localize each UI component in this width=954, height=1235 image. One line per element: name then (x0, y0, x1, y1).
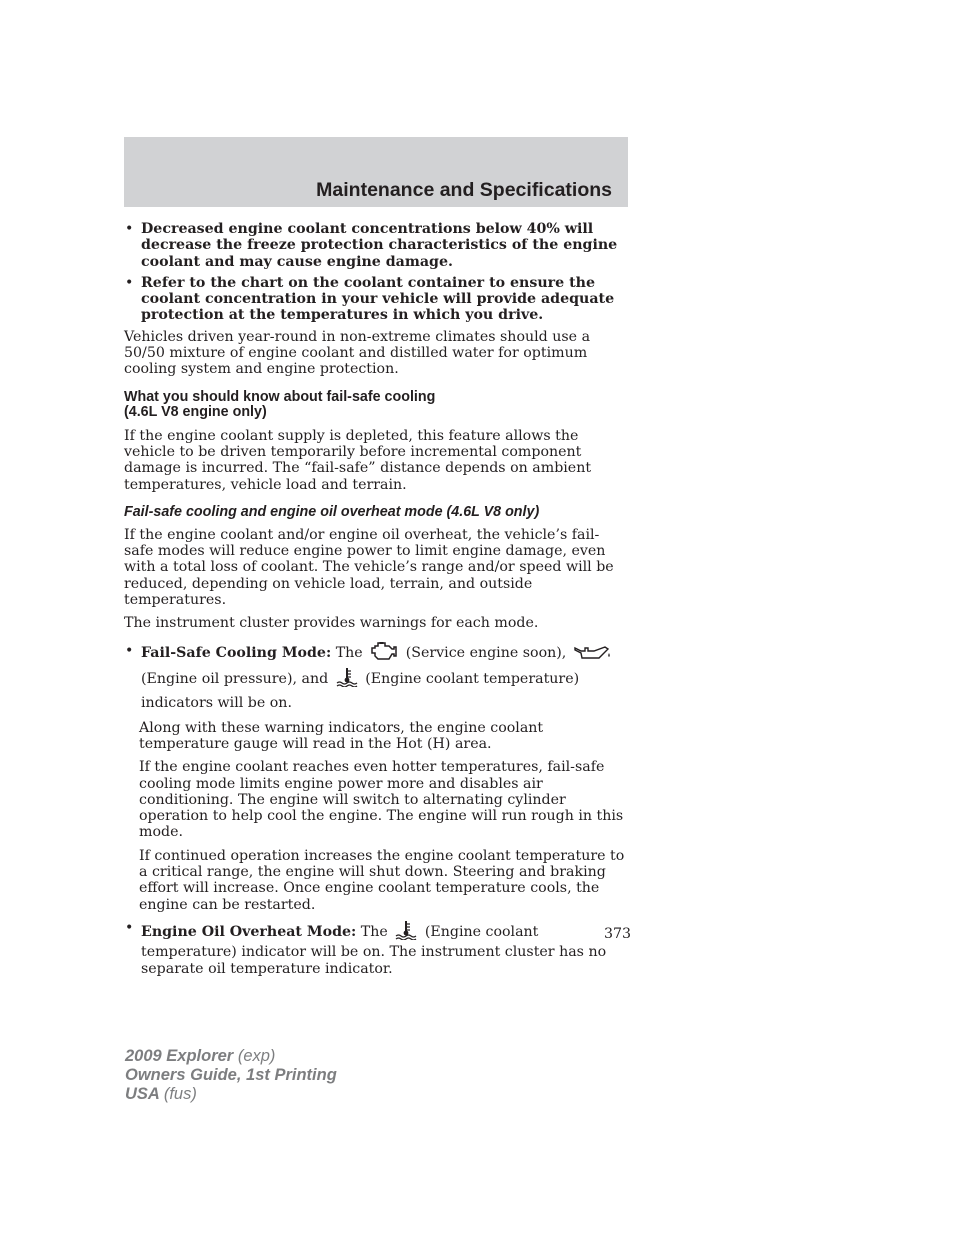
oil-pressure-icon (574, 645, 614, 667)
service-engine-soon-icon (370, 641, 398, 667)
paragraph-engine-shutdown: If continued operation increases the engine coolant temperature to a critical range, the engine will shut down. Steering and braking effort will increase. Once engine coolant temperature cools, the engine can be restarted. (139, 847, 625, 913)
list-item (124, 221, 628, 270)
list-item (124, 275, 628, 324)
section-header-band (124, 137, 628, 207)
bullet-text: Decreased engine coolant concentrations below 40% will decrease the freeze protection characteristics of the engine coolant and may cause engine damage. (141, 221, 618, 270)
bullet-text: Refer to the chart on the coolant container to ensure the coolant concentration in your vehicle will provide adequate protection at the temperatures in which you drive. (141, 274, 615, 324)
bullet: • (125, 642, 134, 659)
paragraph-failsafe: If the engine coolant supply is depleted, this feature allows the vehicle to be driven temporarily before incremental component damage is incurred. The “fail-safe” distance depends on ambient temperatures, vehicle load and terrain. (124, 427, 592, 493)
oil-overheat-mode-item: • Engine Oil Overheat Mode: The (Engine coolant temperature) indicator will be on. The instrument cluster has no separate oil temperature indicator. (125, 919, 607, 977)
page-number: 373 (604, 926, 632, 942)
bullet: • (125, 221, 134, 237)
intro-bullet-list (124, 221, 628, 324)
paragraph-overheat: If the engine coolant and/or engine oil overheat, the vehicle’s fail-safe modes will reduce engine power to limit engine damage, even with a total loss of coolant. The vehicle’s range and/or speed will be reduced, depending on vehicle load, terrain, and outside temperatures. (124, 526, 614, 609)
paragraph-hotter-temperatures: If the engine coolant reaches even hotter temperatures, fail-safe cooling mode limits engine power more and disables air conditioning. The engine will switch to alternating cylinder operation to help cool the engine. The engine will run rough in this mode. (139, 759, 624, 841)
subheading-oil-overheat: Fail-safe cooling and engine oil overheat mode (4.6L V8 only) (124, 503, 540, 520)
mode-label: Engine Oil Overheat Mode: (141, 923, 357, 940)
footer-line-model: 2009 Explorer (exp) (125, 1047, 276, 1065)
paragraph-cluster: The instrument cluster provides warnings for each mode. (124, 615, 539, 632)
paragraph-year-round: Vehicles driven year-round in non-extreme climates should use a 50/50 mixture of engine coolant and distilled water for optimum cooling system and engine protection. (124, 328, 591, 378)
mode-label: Fail-Safe Cooling Mode: (141, 644, 332, 661)
footer-line-guide: Owners Guide, 1st Printing (125, 1066, 337, 1084)
paragraph-hot-gauge: Along with these warning indicators, the engine coolant temperature gauge will read in the Hot (H) area. (139, 719, 544, 752)
document-footer (125, 1047, 337, 1104)
failsafe-cooling-mode-item: • Fail-Safe Cooling Mode: The (Service engine soon), (Engine oil pressure), and (Engine coolant temperature) indicators will be on. (124, 641, 628, 713)
coolant-temperature-icon (336, 667, 358, 693)
section-title: Maintenance and Specifications (316, 179, 612, 201)
coolant-temperature-icon (395, 920, 417, 944)
bullet: • (125, 274, 134, 291)
heading-failsafe-cooling: What you should know about fail-safe cooling (4.6L V8 engine only) (124, 388, 436, 421)
bullet: • (125, 919, 134, 936)
page-content (124, 221, 628, 984)
footer-line-market: USA (fus) (125, 1085, 197, 1103)
